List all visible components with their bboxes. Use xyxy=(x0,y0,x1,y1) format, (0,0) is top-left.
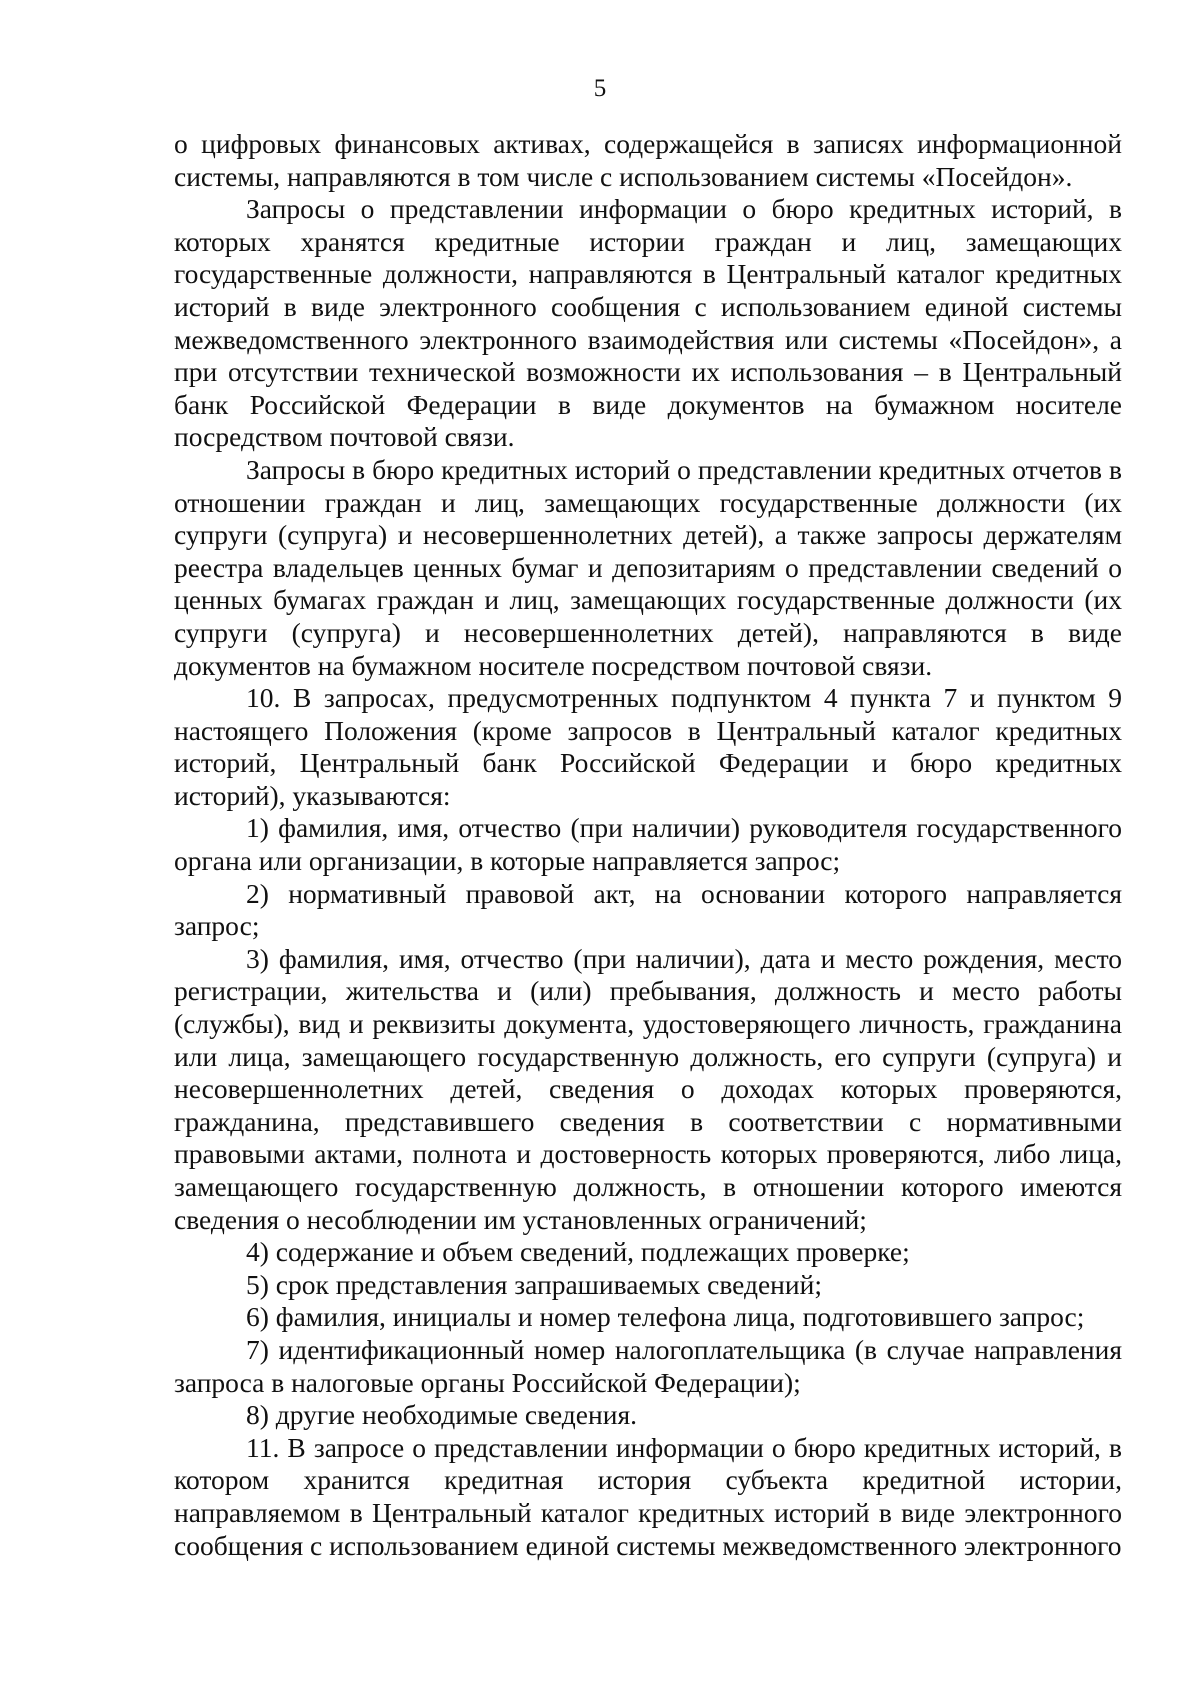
list-item-6: 6) фамилия, инициалы и номер телефона лица, подготовившего запрос; xyxy=(246,1301,1085,1333)
list-item-1: 1) фамилия, имя, отчество (при наличии) руководителя государственного органа или организации, в которые направляется запрос; xyxy=(174,812,1122,877)
document-body xyxy=(174,128,1122,1562)
paragraph-continuation: о цифровых финансовых активах, содержащейся в записях информационной системы, направляются в том числе с использованием системы «Посейдон». xyxy=(174,128,1122,192)
paragraph-clause-10: 10. В запросах, предусмотренных подпунктом 4 пункта 7 и пунктом 9 настоящего Положения (кроме запросов в Центральный каталог кредитных историй, Центральный банк Российской Федерации и бюро кредитных историй), указываются: xyxy=(174,682,1122,811)
paragraph-credit-report-requests: Запросы в бюро кредитных историй о представлении кредитных отчетов в отношении граждан и лиц, замещающих государственные должности (их супруги (супруга) и несовершеннолетних детей), а также запросы держателям реестра владельцев ценных бумаг и депозитариям о представлении сведений о ценных бумагах граждан и лиц, замещающих государственные должности (их супруги (супруга) и несовершеннолетних детей), направляются в виде документов на бумажном носителе посредством почтовой связи. xyxy=(174,453,1122,681)
list-item-5: 5) срок представления запрашиваемых сведений; xyxy=(246,1268,822,1300)
list-item-4: 4) содержание и объем сведений, подлежащих проверке; xyxy=(246,1236,910,1268)
list-item-3: 3) фамилия, имя, отчество (при наличии), дата и место рождения, место регистрации, жительства и (или) пребывания, должность и место работы (службы), вид и реквизиты документа, удостоверяющего личность, гражданина или лица, замещающего государственную должность, его супруги (супруга) и несовершеннолетних детей, сведения о доходах которых проверяются, гражданина, представившего сведения в соответствии с нормативными правовыми актами, полнота и достоверность которых проверяются, либо лица, замещающего государственную должность, в отношении которого имеются сведения о несоблюдении им установленных ограничений; xyxy=(174,942,1122,1235)
list-item-2: 2) нормативный правовой акт, на основании которого направляется запрос; xyxy=(174,877,1122,942)
paragraph-clause-11: 11. В запросе о представлении информации о бюро кредитных историй, в котором хранится кредитная история субъекта кредитной истории, направляемом в Центральный каталог кредитных историй в виде электронного сообщения с использованием единой системы межведомственного электронного xyxy=(174,1431,1122,1561)
paragraph-bureau-info-requests: Запросы о представлении информации о бюро кредитных историй, в которых хранятся кредитные истории граждан и лиц, замещающих государственные должности, направляются в Центральный каталог кредитных историй в виде электронного сообщения с использованием единой системы межведомственного электронного взаимодействия или системы «Посейдон», а при отсутствии технической возможности их использования – в Центральный банк Российской Федерации в виде документов на бумажном носителе посредством почтовой связи. xyxy=(174,193,1122,453)
list-item-8: 8) другие необходимые сведения. xyxy=(246,1399,637,1431)
page-number: 5 xyxy=(593,75,607,102)
list-item-7: 7) идентификационный номер налогоплательщика (в случае направления запроса в налоговые органы Российской Федерации); xyxy=(174,1333,1122,1398)
